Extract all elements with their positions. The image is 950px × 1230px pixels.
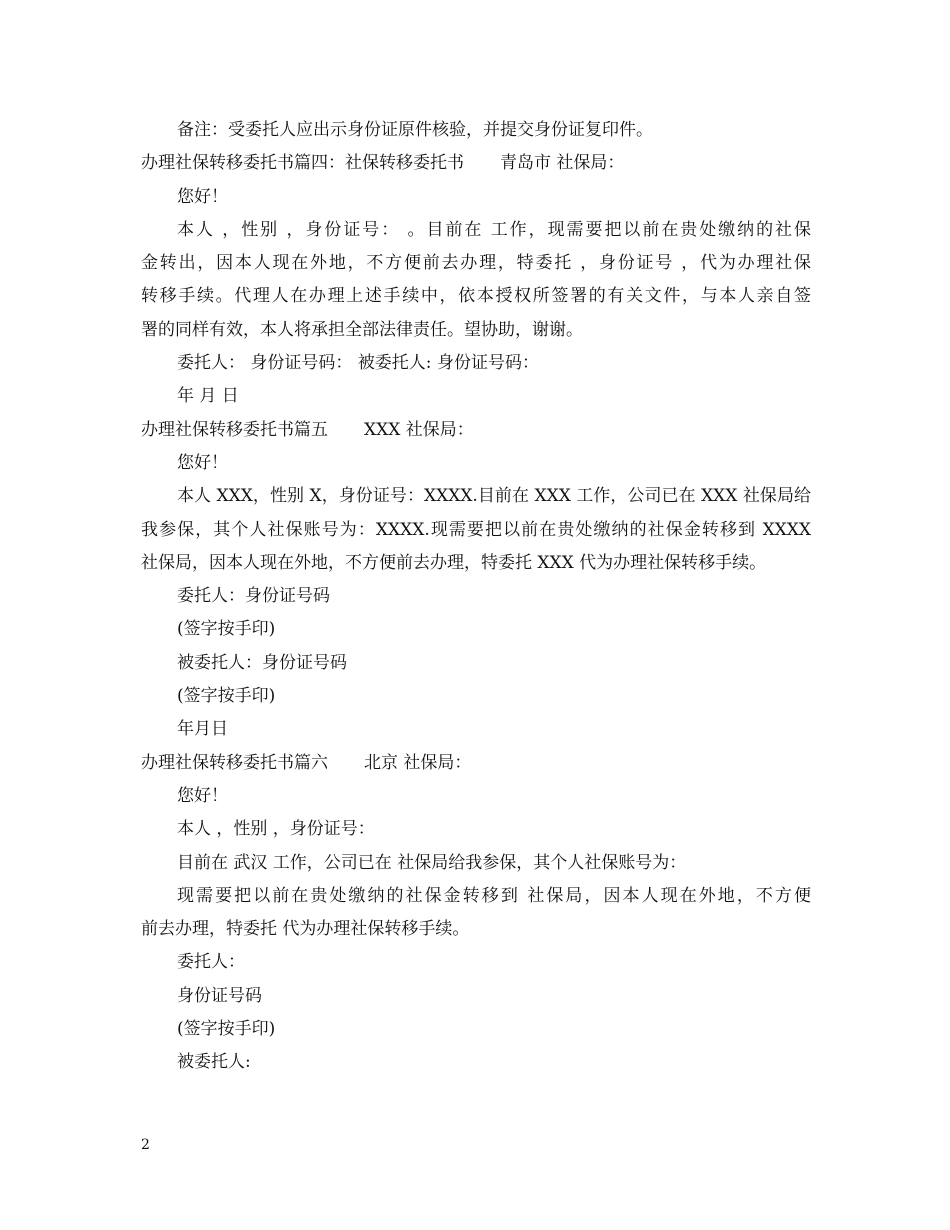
- text-line: [141, 314, 811, 347]
- text-line-content: 办理社保转移委托书篇四：社保转移委托书: [141, 153, 464, 174]
- text-line: [141, 847, 811, 880]
- text-line-content: 目前在 武汉 工作，公司已在 社保局给我参保，其个人社保账号为：: [177, 852, 687, 873]
- text-line: [141, 980, 811, 1013]
- text-line: [141, 813, 811, 846]
- text-line-content: 委托人： 身份证号码： 被委托人: 身份证号码：: [177, 353, 539, 374]
- text-line-content: 本人 ，性别 ，身份证号：: [177, 819, 375, 840]
- text-line-content: 办理社保转移委托书篇五: [141, 419, 328, 440]
- text-line: [141, 1046, 811, 1079]
- text-line-content: 身份证号码: [177, 985, 262, 1006]
- text-line: [141, 514, 811, 547]
- text-line-content: 转移手续。代理人在办理上述手续中，依本授权所签署的有关文件，与本人亲自签: [141, 286, 811, 307]
- text-line-content: 您好！: [177, 452, 228, 473]
- text-line: [141, 280, 811, 313]
- text-line: [141, 613, 811, 646]
- text-line-content: (签字按手印): [177, 686, 276, 707]
- text-line: [141, 380, 811, 413]
- text-line: [141, 680, 811, 713]
- text-line-content: 办理社保转移委托书篇六: [141, 752, 328, 773]
- text-line: [141, 580, 811, 613]
- text-line: [141, 647, 811, 680]
- text-line: [141, 147, 811, 180]
- text-line-content: 金转出，因本人现在外地，不方便前去办理，特委托 ，身份证号 ，代为办理社保: [141, 253, 811, 274]
- text-line-content: 备注：受委托人应出示身份证原件核验，并提交身份证复印件。: [177, 120, 653, 140]
- text-line: [141, 913, 811, 946]
- text-line: [141, 747, 811, 780]
- text-line-content: (签字按手印): [177, 1019, 276, 1040]
- text-line-content: 您好！: [177, 785, 228, 806]
- text-line: [141, 713, 811, 746]
- text-line: [141, 114, 811, 147]
- text-line: [141, 880, 811, 913]
- text-line: [141, 780, 811, 813]
- text-line-recipient: XXX 社保局：: [364, 419, 474, 440]
- text-line-content: 被委托人:: [177, 1052, 251, 1073]
- text-line: [141, 1013, 811, 1046]
- text-line: [141, 447, 811, 480]
- text-line: [141, 547, 811, 580]
- text-line: [141, 480, 811, 513]
- text-line-recipient: 青岛市 社保局：: [500, 153, 625, 174]
- text-line-content: 委托人：: [177, 952, 245, 973]
- text-line-content: 署的同样有效，本人将承担全部法律责任。望协助，谢谢。: [141, 319, 583, 340]
- text-line-content: 年 月 日: [177, 386, 239, 407]
- text-line-content: 我参保，其个人社保账号为：XXXX.现需要把以前在贵处缴纳的社保金转移到 XXXX: [141, 519, 811, 540]
- text-line-content: 委托人：身份证号码: [177, 586, 330, 607]
- text-line-content: 前去办理，特委托 代为办理社保转移手续。: [141, 919, 470, 940]
- text-line: [141, 181, 811, 214]
- text-line: [141, 247, 811, 280]
- text-line-content: 年月日: [177, 719, 228, 740]
- text-line-content: (签字按手印): [177, 619, 276, 640]
- text-line: [141, 214, 811, 247]
- text-line-content: 您好！: [177, 186, 228, 207]
- text-line-content: 社保局，因本人现在外地，不方便前去办理，特委托 XXX 代为办理社保转移手续。: [141, 552, 767, 573]
- page-number: 2: [141, 1137, 150, 1153]
- text-line-content: 本人 ，性别 ，身份证号： 。目前在 工作，现需要把以前在贵处缴纳的社保: [177, 219, 811, 240]
- text-line-content: 被委托人：身份证号码: [177, 652, 347, 673]
- text-line-content: 现需要把以前在贵处缴纳的社保金转移到 社保局，因本人现在外地，不方便: [177, 885, 811, 906]
- text-line: [141, 946, 811, 979]
- text-line-recipient: 北京 社保局：: [364, 752, 472, 773]
- text-line: [141, 414, 811, 447]
- document-body: [141, 114, 811, 1080]
- text-line-content: 本人 XXX，性别 X，身份证号：XXXX.目前在 XXX 工作，公司已在 XXX 社保局给: [177, 486, 811, 507]
- text-line: [141, 347, 811, 380]
